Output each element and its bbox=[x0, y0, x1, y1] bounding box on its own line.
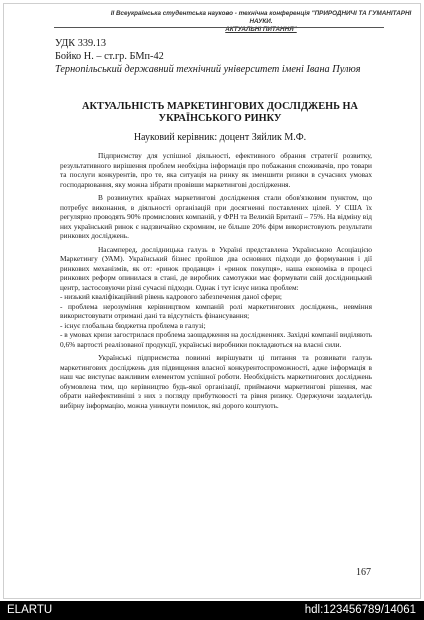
bullet-item: - проблема нерозуміння керівництвом компаній ролі маркетингових досліджень, невміння використовувати отримані дані та відсутність фінансування; bbox=[60, 301, 372, 320]
repository-name: ELARTU bbox=[7, 604, 53, 616]
handle-link[interactable]: hdl:123456789/14061 bbox=[304, 604, 416, 616]
bullet-item: - в умовах кризи загострилася проблема заощадження на дослідженнях. Західні компанії виділяють 0,6% вартості реалізованої продукції, українські виробники покладаються на власні сили. bbox=[60, 330, 372, 349]
conference-header-line2: АКТУАЛЬНІ ПИТАННЯ" bbox=[225, 26, 297, 33]
author-line: Бойко Н. – ст.гр. БМп-42 bbox=[55, 51, 164, 62]
conference-header-line1: ІІ Всеукраїнська студентська науково - технічна конференція "ПРИРОДНИЧІ ТА ГУМАНІТАРНІ НАУКИ. bbox=[110, 10, 412, 25]
article-meta bbox=[55, 37, 385, 76]
conference-header bbox=[108, 10, 414, 34]
institution-line: Тернопільський державний технічний університет імені Івана Пулюя bbox=[55, 64, 361, 75]
paragraph: Насамперед, дослідницька галузь в Україні представлена Українською Асоціацією Маркетингу (УАМ). Український бізнес пройшов два основних підходи до формування і дії ринкових механізмів, як от: «ринок продавця» і «ринок покупця», наша економіка в процесі ринкових реформ опинилася в стані, де виробник самотужки має формувати свій дослідницький центр, застосовуючи різні сучасні підходи. Однак і тут існує низка проблем: bbox=[60, 244, 372, 292]
bullet-item: - низький кваліфікаційний рівень кадрового забезпечення даної сфери; bbox=[60, 292, 282, 301]
paragraph: Українські підприємства повинні вирішувати ці питання та розвивати галузь маркетингових досліджень для підвищення власної конкурентоспроможності, адже інформація в наш час виступає важливим елементом успішної роботи. Необхідність маркетингових досліджень обумовлена тим, що керівництво будь-якої організації, приймаючи маркетингові рішення, має обрати найефективніші з них з погляду прибутковості та рівня ризику. Одержуючи заздалегідь вибірну інформацію, можна уникнути помилок, які дорого коштують. bbox=[60, 353, 372, 410]
repository-footer bbox=[0, 601, 424, 620]
bullet-item: - існує глобальна бюджетна проблема в галузі; bbox=[60, 320, 206, 330]
article-body bbox=[60, 151, 372, 410]
article-title bbox=[60, 101, 380, 125]
scientific-advisor: Науковий керівник: доцент Зяйлик М.Ф. bbox=[133, 132, 307, 143]
header-divider bbox=[54, 27, 384, 28]
paragraph: Підприємству для успішної діяльності, ефективного обрання стратегії розвитку, результативного вирішення проблем необхідна інформація про побажання споживачів, про товари та послуги конкурентів, про те, яка ситуація на ринку як зменшити ризики в сучасних умовах господарювання, яку можна зібрати провівши маркетингові дослідження. bbox=[60, 151, 372, 189]
article-title-line2: УКРАЇНСЬКОГО РИНКУ bbox=[158, 113, 282, 124]
udc-code: УДК 339.13 bbox=[55, 38, 107, 49]
article-title-line1: АКТУАЛЬНІСТЬ МАРКЕТИНГОВИХ ДОСЛІДЖЕНЬ НА bbox=[82, 101, 358, 112]
page-number: 167 bbox=[356, 567, 371, 578]
paragraph: В розвинутих країнах маркетингові дослідження стали обов'язковим пунктом, що потребує виконання, в діяльності організацій при досягненні поставлених цілей. У США їх регулярно проводять 90% промислових компаній, у ФРН та Великій Британії – 75%. На відміну від них український ринок є надзвичайно скромним, не більше 20% фірм використовують результати ринкових досліджень. bbox=[60, 193, 372, 240]
